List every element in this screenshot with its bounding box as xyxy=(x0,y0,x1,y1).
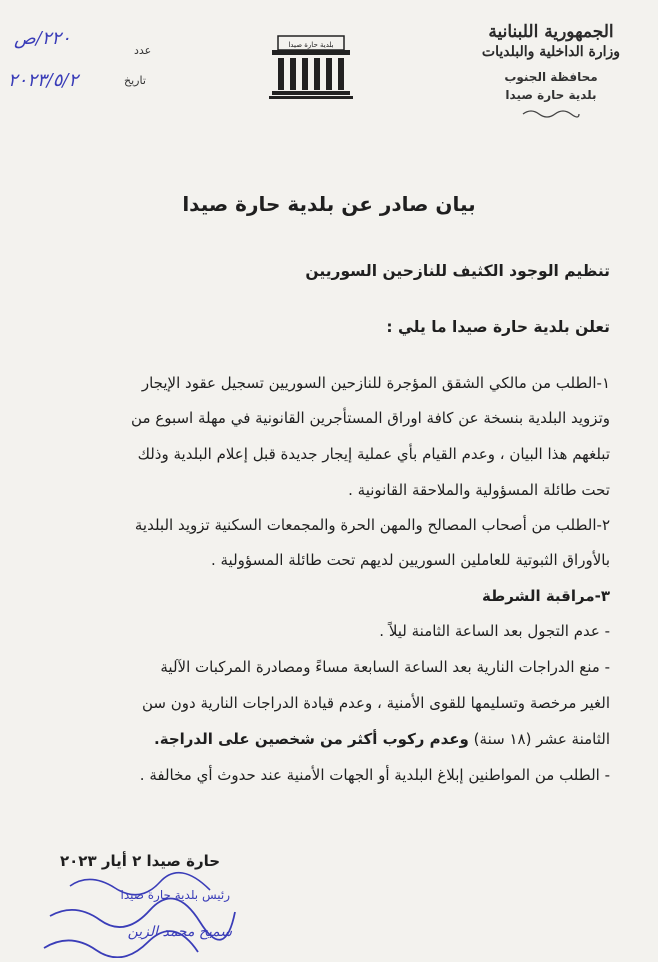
item3-bullet1: - عدم التجول بعد الساعة الثامنة ليلاً . xyxy=(379,622,610,640)
date-label: تاريخ xyxy=(124,74,146,87)
number-label: عدد xyxy=(134,44,152,57)
municipality-name: بلدية حارة صيدا xyxy=(505,88,597,102)
document-title: بيان صادر عن بلدية حارة صيدا xyxy=(182,192,476,216)
item3-bullet3: - الطلب من المواطنين إبلاغ البلدية أو الجهات الأمنية عند حدوث أي مخالفة . xyxy=(139,766,610,784)
item1-line3: تبلغهم هذا البيان ، وعدم القيام بأي عملية إيجار جديدة قبل إعلام البلدية وذلك xyxy=(137,445,610,463)
governorate-name: محافظة الجنوب xyxy=(504,70,598,84)
republic-emblem-text: الجمهورية اللبنانية xyxy=(488,22,614,42)
crest-label: بلدية حارة صيدا xyxy=(288,41,334,49)
item1-line2: وتزويد البلدية بنسخة عن كافة اوراق المستأجرين القانونية في مهلة اسبوع من xyxy=(131,409,610,427)
subject-line: تنظيم الوجود الكثيف للنازحين السوريين xyxy=(305,262,610,280)
handwritten-number: ٢٢٠/ص xyxy=(14,28,71,49)
item1-line4: تحت طائلة المسؤولية والملاحقة القانونية . xyxy=(348,481,610,499)
signer-name: سميح محمد الزين xyxy=(127,924,232,940)
letterhead xyxy=(466,22,636,120)
intro-line: تعلن بلدية حارة صيدا ما يلي : xyxy=(386,318,610,336)
reference-block xyxy=(10,30,160,110)
item3-bullet2-line1: - منع الدراجات النارية بعد الساعة السابعة مساءً ومصادرة المركبات الآلية xyxy=(160,658,610,676)
age-limit-text: الثامنة عشر (١٨ سنة) xyxy=(473,730,610,748)
divider-flourish xyxy=(521,108,581,120)
item2-line1: ٢-الطلب من أصحاب المصالح والمهن الحرة والمجمعات السكنية تزويد البلدية xyxy=(134,516,610,534)
item3-bullet2-line3 xyxy=(154,730,610,748)
handwritten-date: ٢٠٢٣/٥/٢ xyxy=(8,70,79,91)
item1-line1: ١-الطلب من مالكي الشقق المؤجرة للنازحين السوريين تسجيل عقود الإيجار xyxy=(141,374,610,392)
item3-heading: ٣-مراقبة الشرطة xyxy=(482,587,610,605)
passenger-limit-text: وعدم ركوب أكثر من شخصين على الدراجة. xyxy=(154,730,469,748)
handwritten-signature-icon xyxy=(30,858,250,958)
municipality-crest xyxy=(268,34,354,100)
ministry-name: وزارة الداخلية والبلديات xyxy=(481,44,621,60)
place-date: حارة صيدا ٢ أيار ٢٠٢٣ xyxy=(60,852,221,870)
stamp-text: رئيس بلدية حارة صيدا xyxy=(120,888,230,902)
item3-bullet2-line2: الغير مرخصة وتسليمها للقوى الأمنية ، وعدم قيادة الدراجات النارية دون سن xyxy=(142,694,610,712)
item2-line2: بالأوراق الثبوتية للعاملين السوريين لديهم تحت طائلة المسؤولية . xyxy=(210,551,610,569)
signature-stamp xyxy=(30,858,250,958)
